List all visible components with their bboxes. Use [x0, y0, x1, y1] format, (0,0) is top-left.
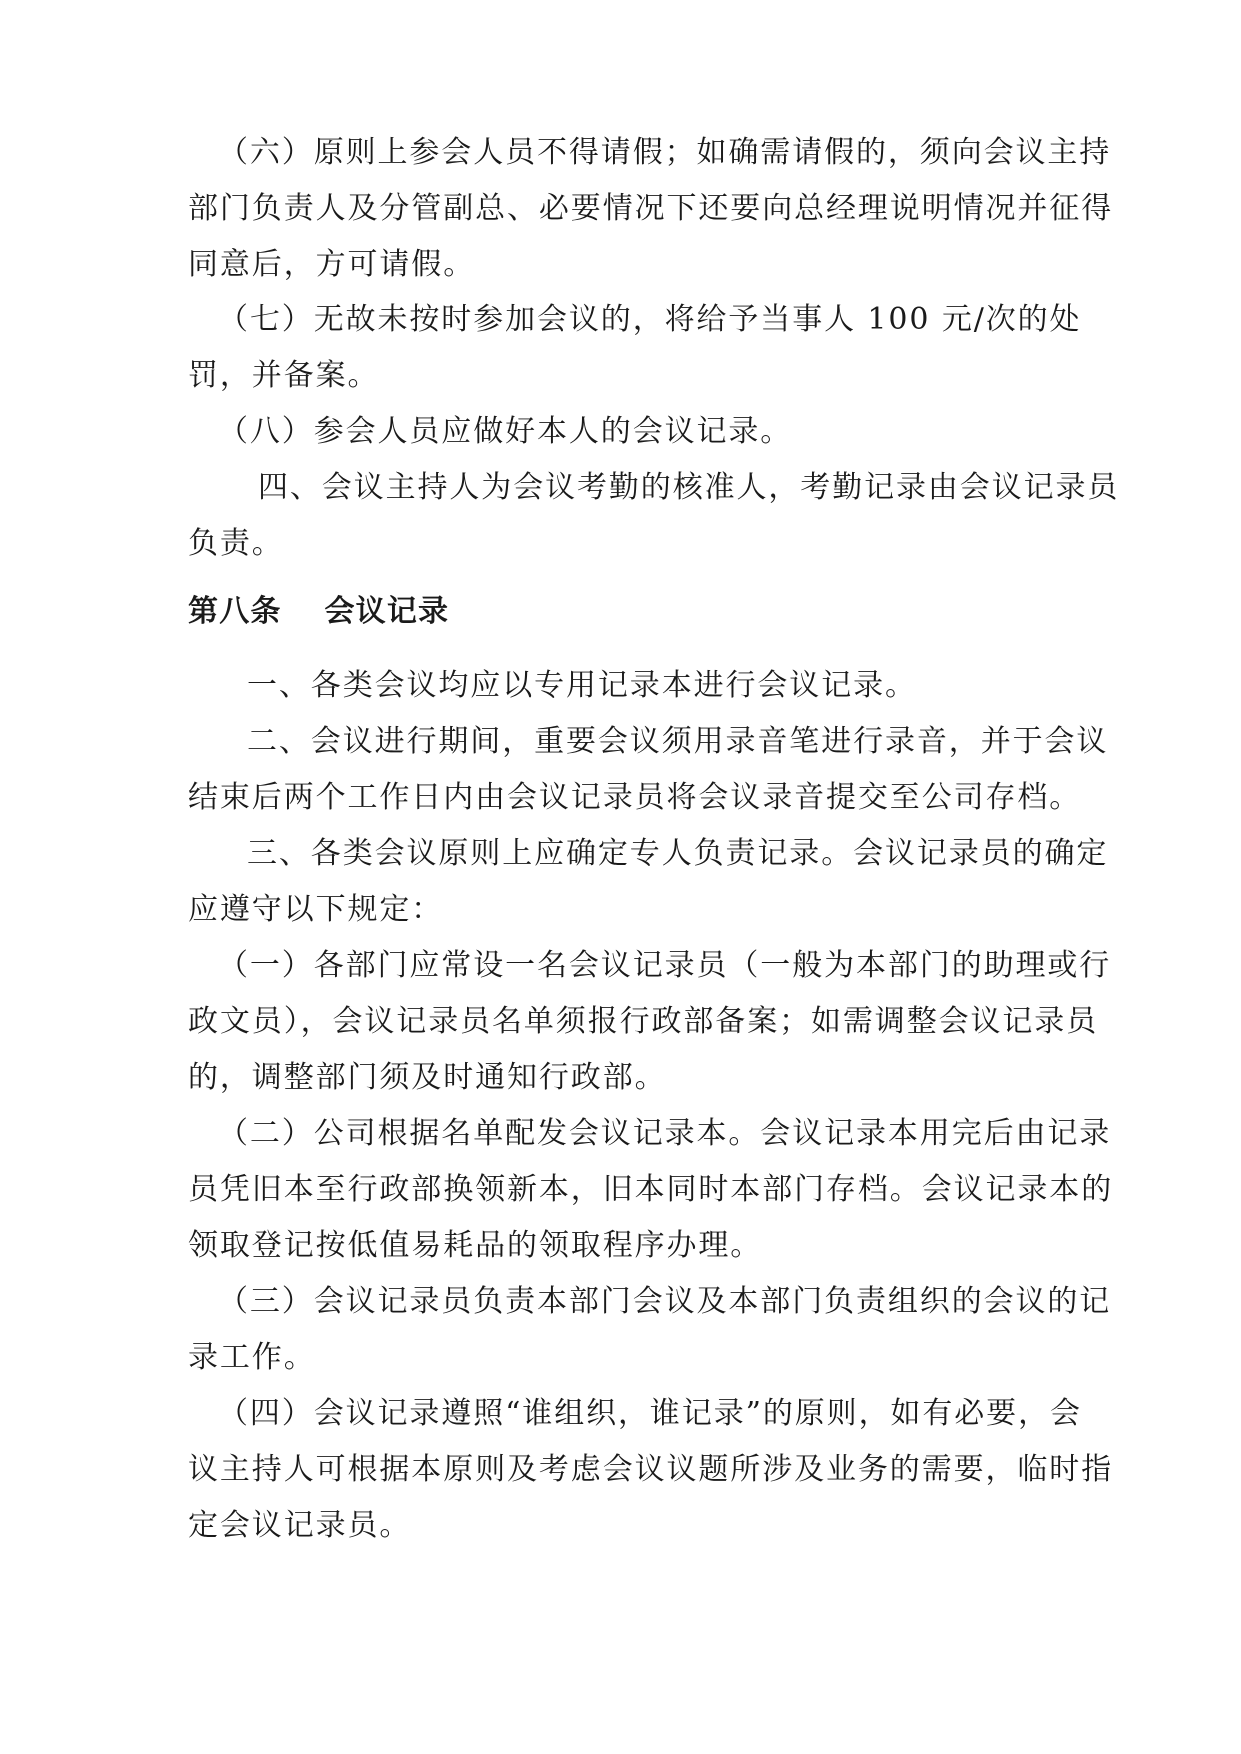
section-item-3-4-line-3: 定会议记录员。	[188, 1508, 412, 1543]
section-item-3-2-line-3: 领取登记按低值易耗品的领取程序办理。	[188, 1228, 763, 1263]
section-item-2-line-1: 二、会议进行期间，重要会议须用录音笔进行录音，并于会议	[247, 724, 1109, 759]
section-heading: 第八条 会议记录	[188, 594, 450, 629]
paragraph-6-line-3: 同意后，方可请假。	[188, 247, 476, 282]
section-item-3-line-1: 三、各类会议原则上应确定专人负责记录。会议记录员的确定	[247, 836, 1109, 871]
section-item-3-1-line-1: （一）各部门应常设一名会议记录员（一般为本部门的助理或行	[218, 948, 1112, 983]
paragraph-6-line-1: （六）原则上参会人员不得请假；如确需请假的，须向会议主持	[218, 135, 1112, 170]
paragraph-four-line-1: 四、会议主持人为会议考勤的核准人，考勤记录由会议记录员	[258, 470, 1120, 505]
paragraph-7-line-2: 罚，并备案。	[188, 358, 380, 393]
section-item-3-3-line-1: （三）会议记录员负责本部门会议及本部门负责组织的会议的记	[218, 1284, 1112, 1319]
section-item-3-4-line-1: （四）会议记录遵照“谁组织，谁记录”的原则，如有必要，会	[218, 1396, 1082, 1431]
section-item-3-line-2: 应遵守以下规定：	[188, 892, 444, 927]
section-item-3-2-line-2: 员凭旧本至行政部换领新本，旧本同时本部门存档。会议记录本的	[188, 1172, 1114, 1207]
section-item-1-line-1: 一、各类会议均应以专用记录本进行会议记录。	[247, 668, 917, 703]
paragraph-6-line-2: 部门负责人及分管副总、必要情况下还要向总经理说明情况并征得	[188, 191, 1114, 226]
section-item-2-line-2: 结束后两个工作日内由会议记录员将会议录音提交至公司存档。	[188, 780, 1082, 815]
section-item-3-4-line-2: 议主持人可根据本原则及考虑会议议题所涉及业务的需要，临时指	[188, 1452, 1114, 1487]
section-item-3-2-line-1: （二）公司根据名单配发会议记录本。会议记录本用完后由记录	[218, 1116, 1112, 1151]
section-item-3-3-line-2: 录工作。	[188, 1340, 316, 1375]
section-item-3-1-line-2: 政文员），会议记录员名单须报行政部备案；如需调整会议记录员	[188, 1004, 1099, 1039]
paragraph-four-line-2: 负责。	[188, 526, 284, 561]
paragraph-7-line-1: （七）无故未按时参加会议的，将给予当事人 100 元/次的处	[218, 302, 1082, 337]
section-item-3-1-line-3: 的，调整部门须及时通知行政部。	[188, 1060, 667, 1095]
paragraph-8-line-1: （八）参会人员应做好本人的会议记录。	[218, 414, 793, 449]
